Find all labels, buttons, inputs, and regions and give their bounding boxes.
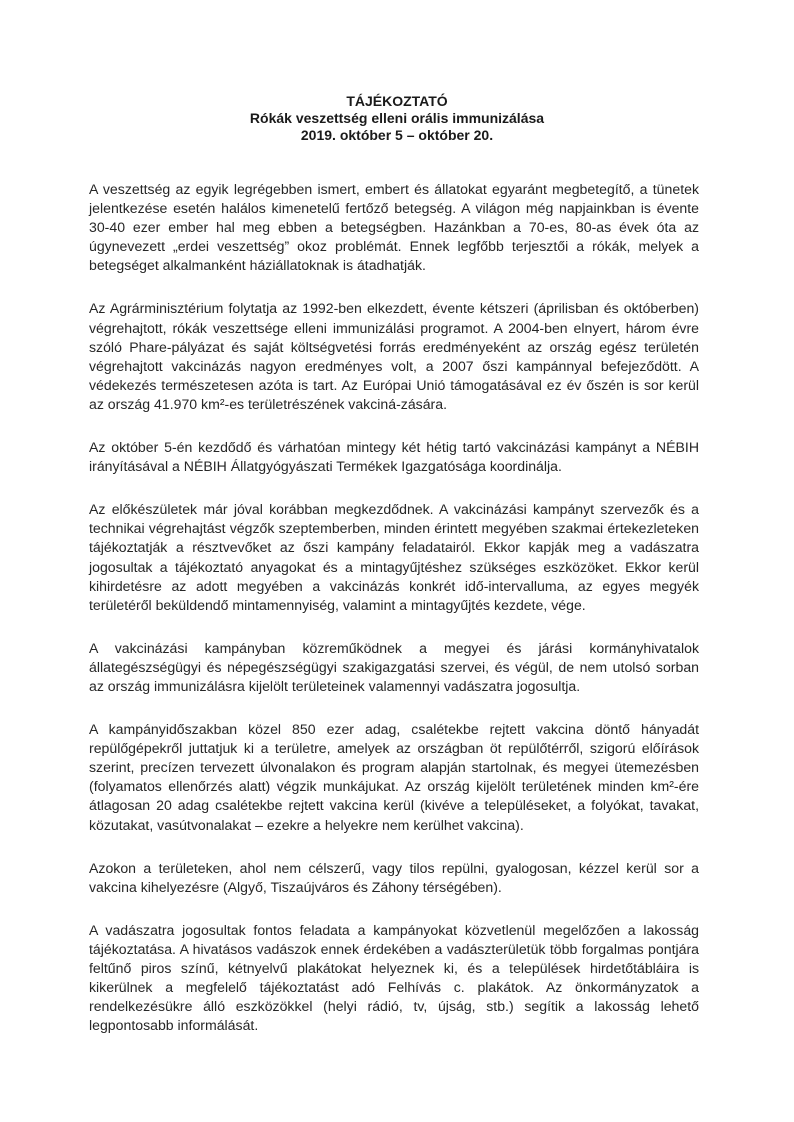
paragraph-intro: A veszettség az egyik legrégebben ismert, embert és állatokat egyaránt megbetegítő, a tünetek jelentkezése esetén halálos kimenetelű fertőző betegség. A világon még napjainkban is évente 30-40 ezer ember hal meg ebben a betegségben. Hazánkban a 70-es, 80-as évek óta az úgynevezett „erdei veszettség” okoz problémát. Ennek legfőbb terjesztői a rókák, melyek a betegséget alkalmanként háziállatoknak is átadhatják. (89, 181, 699, 274)
campaign-dates: 2019. október 5 – október 20. (300, 127, 494, 143)
paragraph-ministry-program: Az Agrárminisztérium folytatja az 1992-ben elkezdett, évente kétszeri (áprilisban és októberben) végrehajtott, rókák veszettsége elleni immunizálási programot. A 2004-ben elnyert, három évre szóló Phare-pályázat és saját költségvetési forrás eredményeként az ország egész területén végrehajtott vakcinázás nagyon eredményes volt, a 2007 őszi kampánnyal befejeződött. A védekezés természetesen azóta is tart. Az Európai Unió támogatásával ez év őszén is sor kerül az ország 41.970 km²-es területrészének vakciná-zására. (89, 300, 699, 412)
paragraph-preparations: Az előkészületek már jóval korábban megkezdődnek. A vakcinázási kampányt szervezők és a technikai végrehajtást végzők szeptemberben, minden érintett megyében szakmai értekezleteken tájékoztatják a résztvevőket az őszi kampány feladatairól. Ekkor kapják meg a vadászatra jogosultak a tájékoztató anyagokat és a mintagyűjtéshez szükséges eszközöket. Ekkor kerül kihirdetésre az adott megyében a vakcinázás konkrét idő-intervalluma, az egyes megyék területéről beküldendő mintamennyiség, valamint a mintagyűjtés kezdete, vége. (89, 501, 699, 613)
paragraph-manual-distribution: Azokon a területeken, ahol nem célszerű, vagy tilos repülni, gyalogosan, kézzel kerül sor a vakcina kihelyezésre (Algyő, Tiszaújváros és Záhony térségében). (89, 859, 699, 895)
paragraph-campaign-start: Az október 5-én kezdődő és várhatóan mintegy két hétig tartó vakcinázási kampányt a NÉBIH irányításával a NÉBIH Állatgyógyászati Termékek Igazgatósága koordinálja. (89, 439, 699, 475)
paragraph-aerial-distribution: A kampányidőszakban közel 850 ezer adag, csalétekbe rejtett vakcina döntő hányadát repülőgépekről juttatjuk ki a területre, amelyek az országban öt repülőtérről, szigorú előírások szerint, precízen tervezett úlvonalakon és program alapján startolnak, és megyei ütemezésben (folyamatos ellenőrzés alatt) végzik munkájukat. Az ország kijelölt területének minden km²-ére átlagosan 20 adag csalétekbe rejtett vakcina kerül (kivéve a településeket, a folyókat, tavakat, közutakat, vasútvonalakat – ezekre a helyekre nem kerülhet vakcina). (89, 721, 699, 833)
paragraph-public-information: A vadászatra jogosultak fontos feladata a kampányokat közvetlenül megelőzően a lakosság tájékoztatása. A hivatásos vadászok ennek érdekében a vadászterületük több forgalmas pontjára feltűnő piros színű, kétnyelvű plakátokat helyeznek ki, és a települések hirdetőtábláira is kikerülnek a megfelelő tájékoztatást adó Felhívás c. plakátok. Az önkormányzatok a rendelkezésükre álló eszközökkel (helyi rádió, tv, újság, stb.) segítik a lakosság lehető legpontosabb informálását. (89, 921, 699, 1034)
document-title: TÁJÉKOZTATÓ (346, 93, 448, 109)
paragraph-participants: A vakcinázási kampányban közreműködnek a megyei és járási kormányhivatalok állategészségügyi és népegészségügyi szakigazgatási szervei, és végül, de nem utolsó sorban az ország immunizálásra kijelölt területeinek valamennyi vadászatra jogosultja. (89, 639, 699, 694)
document-header (0, 93, 794, 144)
document-body (89, 180, 699, 1035)
document-subtitle: Rókák veszettség elleni orális immunizálása (249, 110, 545, 126)
